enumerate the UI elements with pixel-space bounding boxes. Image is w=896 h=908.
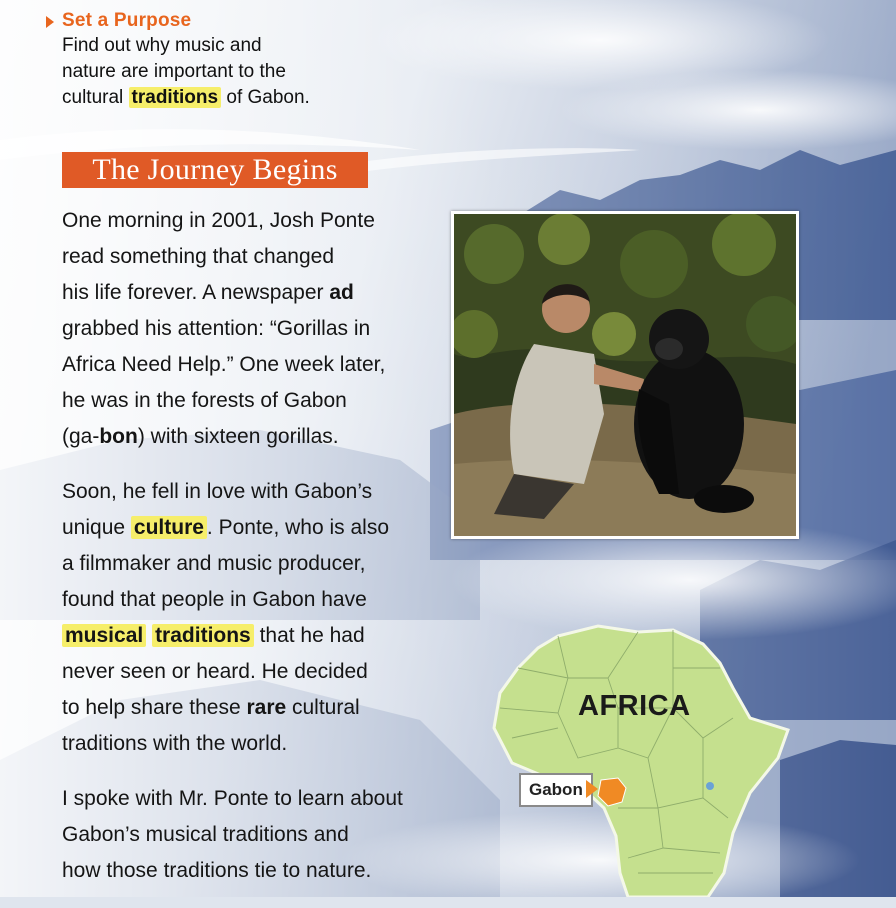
purpose-line — [62, 85, 310, 111]
paragraph — [62, 203, 442, 455]
gabon-pointer-icon — [586, 780, 598, 798]
text-line: Soon, he fell in love with Gabon’s — [62, 480, 373, 503]
text-line: never seen or heard. He decided — [62, 660, 368, 683]
purpose-line: Find out why music and — [62, 35, 262, 56]
bold-word: bon — [99, 425, 138, 448]
text-line: unique — [62, 516, 131, 539]
text-line: traditions with the world. — [62, 732, 288, 755]
photo-man-with-gorilla — [451, 211, 799, 539]
vocab-highlight: culture — [131, 516, 207, 539]
paragraph — [62, 474, 442, 762]
text-line: Gabon’s musical traditions and — [62, 823, 349, 846]
text-line: read something that changed — [62, 245, 335, 268]
gabon-callout-label: Gabon — [519, 773, 593, 807]
text-line: found that people in Gabon have — [62, 588, 367, 611]
bold-word: ad — [329, 281, 354, 304]
purpose-text — [62, 33, 310, 111]
text-line: a filmmaker and music producer, — [62, 552, 366, 575]
text-line: his life forever. A newspaper — [62, 281, 330, 304]
text-line: grabbed his attention: “Gorillas in — [62, 317, 371, 340]
text-line: One morning in 2001, Josh Ponte — [62, 209, 375, 232]
bold-word: rare — [246, 696, 287, 719]
text-line: that he had — [253, 624, 365, 647]
triangle-bullet-icon — [46, 16, 54, 28]
text-line: . Ponte, who is also — [206, 516, 390, 539]
purpose-text-segment: cultural — [62, 87, 129, 108]
text-line: he was in the forests of Gabon — [62, 389, 347, 412]
paragraph — [62, 781, 442, 889]
set-a-purpose-box — [46, 10, 310, 111]
lake-icon — [706, 782, 714, 790]
africa-continent-shape — [494, 626, 788, 897]
vocab-highlight: musical — [62, 624, 146, 647]
purpose-line: nature are important to the — [62, 61, 286, 82]
photo-illustration — [454, 214, 796, 536]
vocab-highlight: traditions — [152, 624, 254, 647]
text-line: ) with sixteen gorillas. — [137, 425, 339, 448]
text-line: to help share these — [62, 696, 247, 719]
article-body — [62, 203, 442, 908]
text-line: (ga- — [62, 425, 100, 448]
text-line: cultural — [286, 696, 360, 719]
purpose-heading — [46, 10, 310, 32]
section-title-banner: The Journey Begins — [62, 152, 368, 188]
vocab-highlight: traditions — [129, 87, 222, 108]
purpose-text-segment: of Gabon. — [221, 87, 310, 108]
text-line: Africa Need Help.” One week later, — [62, 353, 386, 376]
purpose-heading-text: Set a Purpose — [62, 10, 192, 31]
text-line: I spoke with Mr. Ponte to learn about — [62, 787, 403, 810]
africa-label: AFRICA — [578, 690, 691, 722]
text-line: how those traditions tie to nature. — [62, 859, 372, 882]
africa-map — [488, 618, 798, 897]
